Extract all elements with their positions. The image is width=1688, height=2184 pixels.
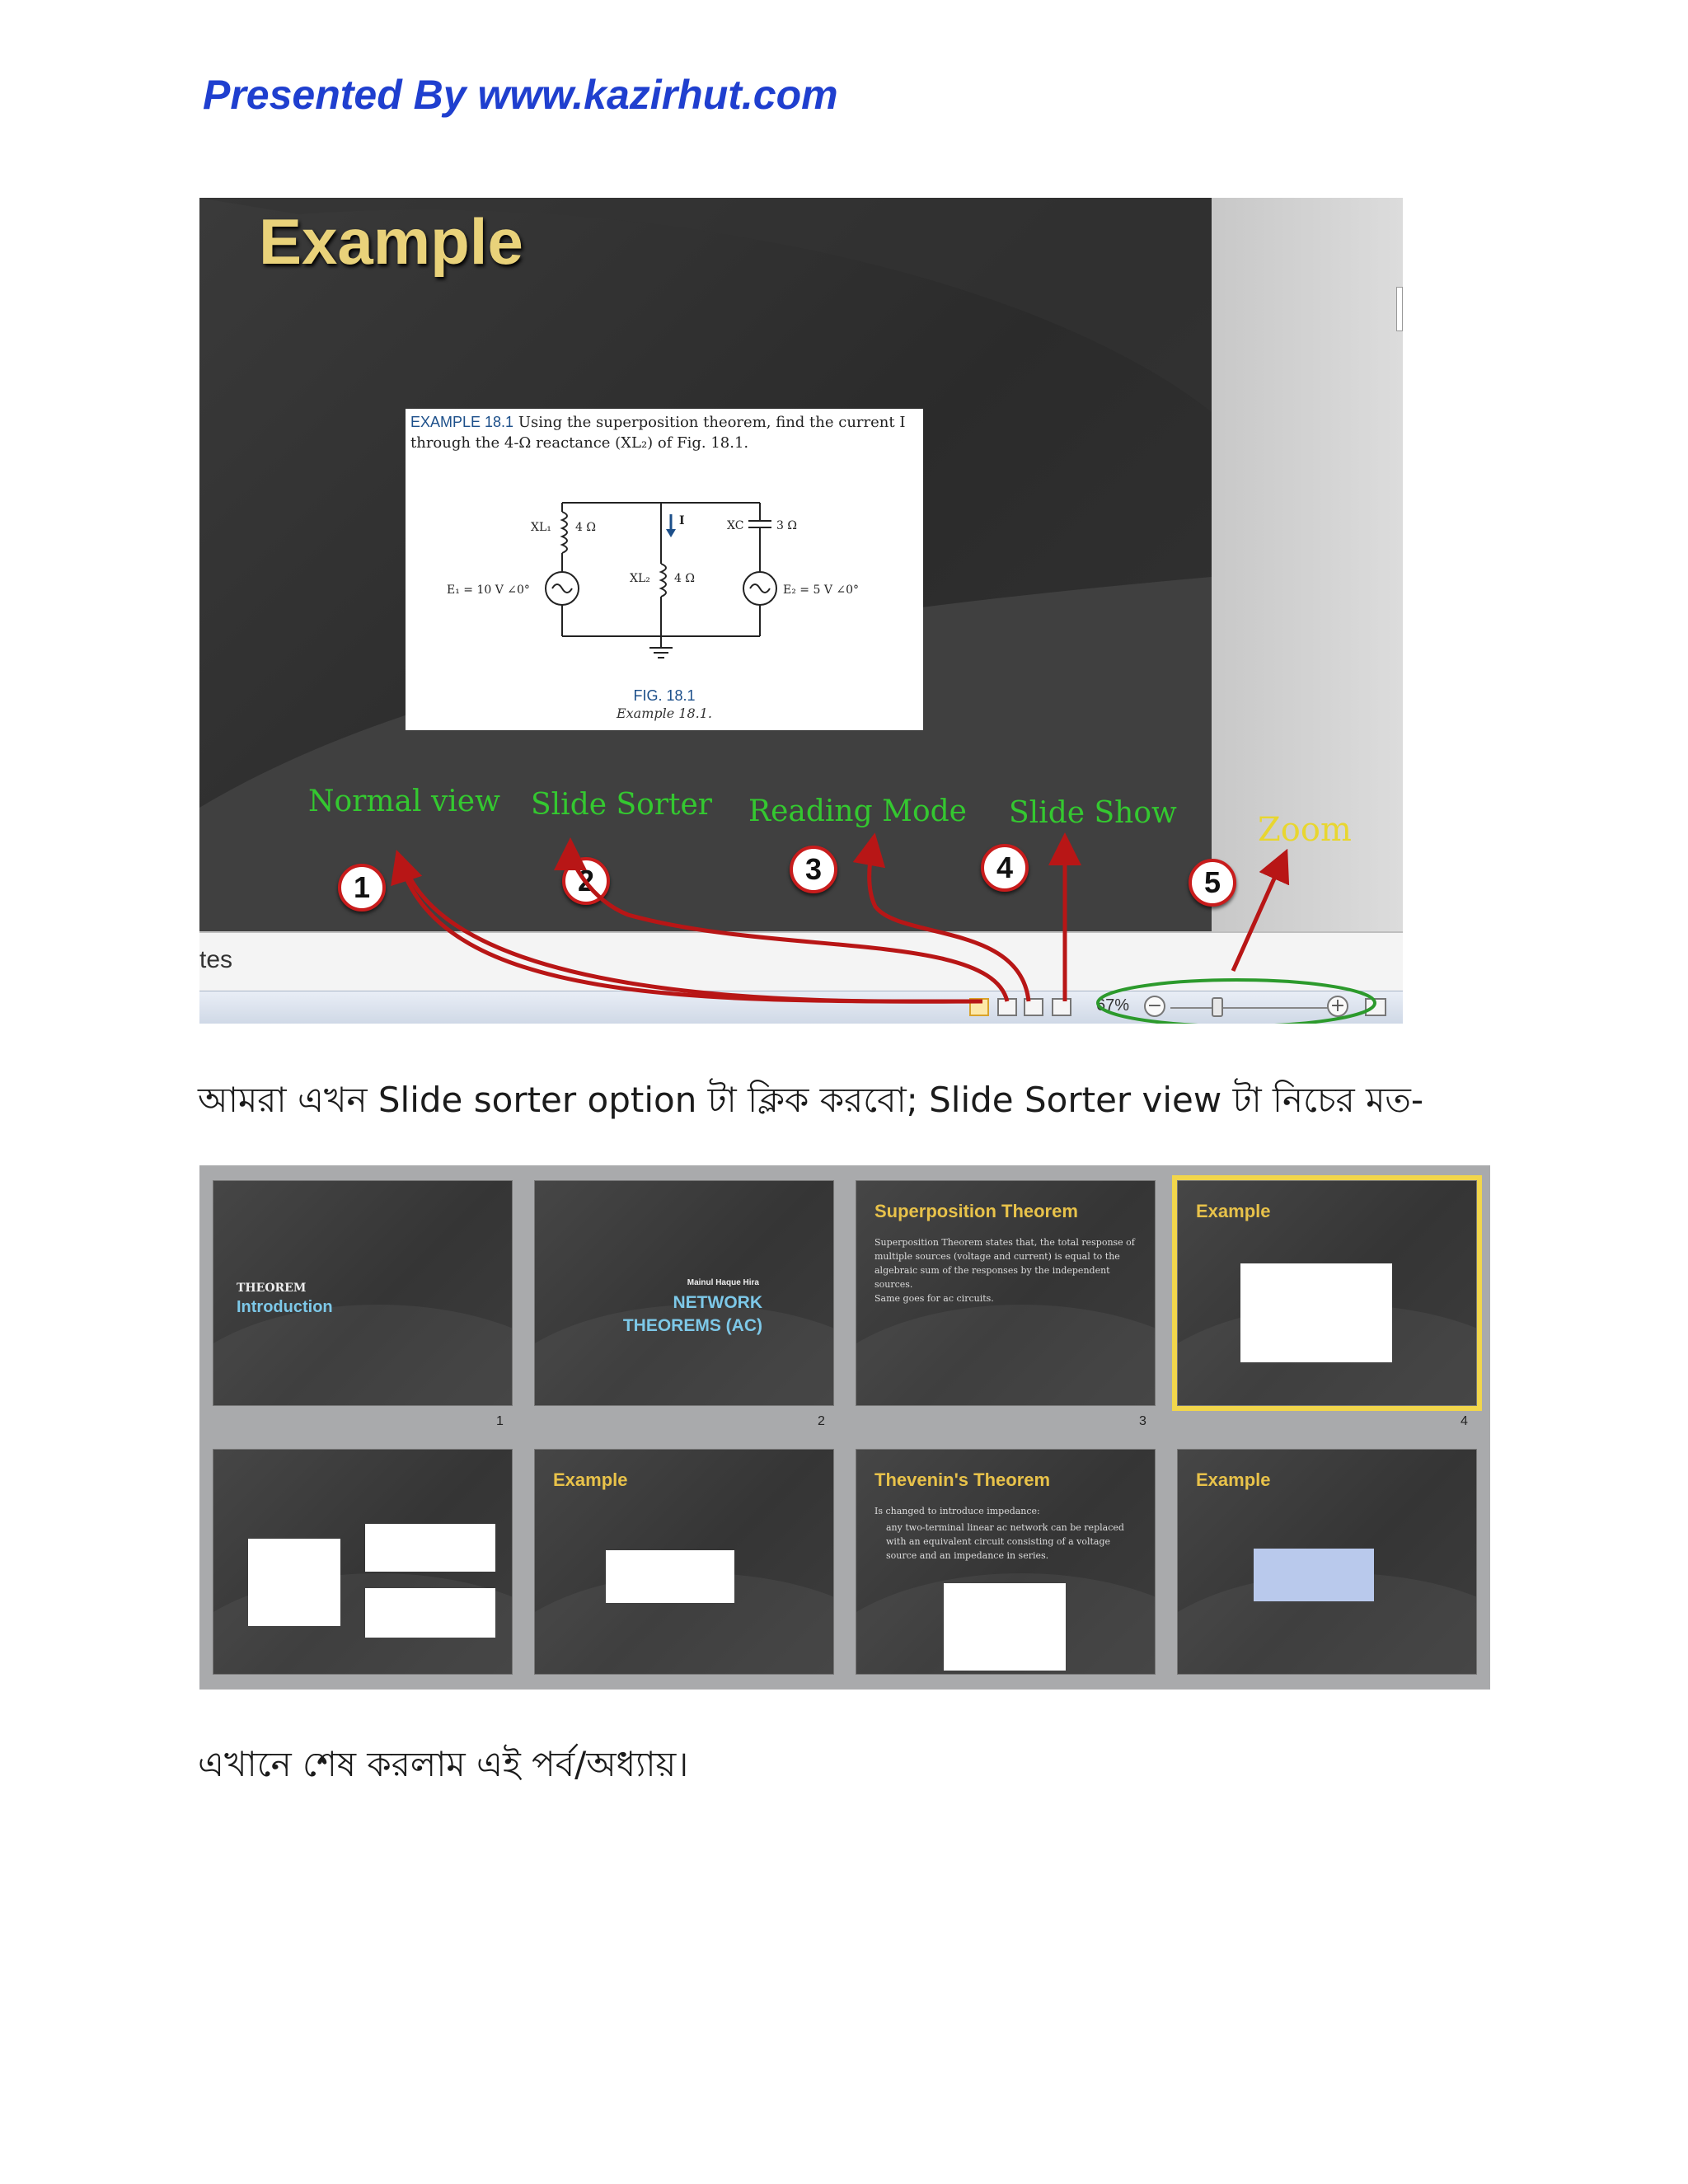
- slide-7-title: Thevenin's Theorem: [874, 1469, 1051, 1490]
- slide-8-title: Example: [1196, 1469, 1271, 1490]
- example-label: EXAMPLE 18.1: [410, 414, 514, 430]
- slide-6-title: Example: [553, 1469, 628, 1490]
- slide-7-bullet-1: Is changed to introduce impedance:: [874, 1506, 1040, 1516]
- fit-to-window-icon[interactable]: [1365, 998, 1386, 1016]
- zoom-out-button[interactable]: −: [1144, 996, 1165, 1017]
- label-current: I: [679, 514, 685, 527]
- slide-canvas: [199, 198, 1212, 931]
- example-figure: [406, 409, 923, 730]
- slide-2-line2: NETWORK: [673, 1293, 762, 1312]
- slide-8-circuit-image: [1254, 1549, 1374, 1601]
- slide-thumbnail-5[interactable]: [213, 1449, 513, 1675]
- scrollbar-thumb[interactable]: [1396, 287, 1403, 331]
- label-e1: E₁ = 10 V ∠0°: [447, 583, 530, 597]
- slide-3-bullet-2: Same goes for ac circuits.: [874, 1293, 994, 1304]
- figure-subcaption: Example 18.1.: [616, 705, 713, 721]
- callout-2: 2: [562, 857, 610, 905]
- slide-number-3: 3: [1139, 1414, 1146, 1428]
- slide-3-title: Superposition Theorem: [874, 1201, 1078, 1221]
- slide-number-1: 1: [496, 1414, 504, 1428]
- zoom-in-button[interactable]: +: [1327, 996, 1348, 1017]
- callout-4: 4: [981, 844, 1029, 892]
- callout-1: 1: [338, 864, 386, 912]
- notes-pane[interactable]: [199, 931, 1403, 992]
- annotation-slide-show: Slide Show: [1009, 796, 1177, 830]
- slide-2-line3: THEOREMS (AC): [622, 1316, 762, 1335]
- slide-number-2: 2: [818, 1414, 825, 1428]
- label-xl1-value: 4 Ω: [575, 521, 596, 534]
- slide-thumbnail-8[interactable]: [1177, 1449, 1477, 1675]
- label-xl2: XL₂: [630, 572, 650, 585]
- label-e2: E₂ = 5 V ∠0°: [783, 583, 860, 597]
- slide-5-circuit-image-3: [365, 1588, 495, 1638]
- callout-3: 3: [790, 846, 837, 893]
- normal-view-icon[interactable]: [969, 998, 989, 1016]
- slide-5-circuit-image-2: [365, 1524, 495, 1572]
- slide-thumbnail-4-selected[interactable]: [1177, 1180, 1477, 1406]
- label-xl2-value: 4 Ω: [674, 572, 695, 585]
- slide-thumbnail-7[interactable]: [856, 1449, 1156, 1675]
- zoom-slider-thumb[interactable]: [1212, 997, 1223, 1017]
- label-xc-value: 3 Ω: [776, 519, 797, 532]
- figure-caption: FIG. 18.1: [633, 687, 696, 704]
- slide-7-bullet-2: any two-terminal linear ac network can be replaced with an equivalent circuit consisting of a voltage source and an impedance in series.: [886, 1522, 1124, 1561]
- slide-4-circuit-image: [1240, 1263, 1392, 1362]
- slide-title: Example: [259, 205, 523, 278]
- example-text: Using the superposition theorem, find the current I through the 4-Ω reactance (XL₂) of Fig. 18.1.: [410, 414, 906, 452]
- slide-2-line1: Mainul Haque Hira: [687, 1278, 759, 1287]
- slide-6-circuit-image: [606, 1550, 734, 1603]
- zoom-level[interactable]: 67%: [1096, 996, 1130, 1015]
- slide-1-line1: THEOREM: [237, 1282, 307, 1295]
- label-xc: XC: [727, 519, 744, 532]
- annotation-slide-sorter: Slide Sorter: [531, 788, 713, 822]
- annotation-normal-view: Normal view: [308, 785, 500, 818]
- slide-thumbnail-2[interactable]: [534, 1180, 834, 1406]
- callout-5: 5: [1189, 859, 1236, 907]
- powerpoint-screenshot-slide-sorter: [199, 1165, 1490, 1690]
- slide-7-circuit-image: [944, 1583, 1066, 1671]
- slide-4-title: Example: [1196, 1201, 1271, 1221]
- slide-sorter-icon[interactable]: [997, 998, 1017, 1016]
- zoom-slider-track[interactable]: [1170, 1007, 1340, 1009]
- status-bar: [199, 991, 1403, 1024]
- powerpoint-screenshot-normal-view: [199, 198, 1403, 1024]
- paragraph-slide-sorter: আমরা এখন Slide sorter option টা ক্লিক করবো; Slide Sorter view টা নিচের মত-: [198, 1080, 1424, 1120]
- slide-3-bullet-1: Superposition Theorem states that, the total response of multiple sources (voltage and current) is equal to the algebraic sum of the responses by the independent sources.: [874, 1237, 1135, 1290]
- reading-view-icon[interactable]: [1024, 998, 1043, 1016]
- circuit-diagram: [406, 409, 923, 730]
- header-link[interactable]: Presented By www.kazirhut.com: [203, 72, 838, 118]
- annotation-reading-mode: Reading Mode: [748, 794, 967, 828]
- notes-text: tes: [199, 946, 233, 973]
- slide-5-circuit-image-1: [248, 1539, 340, 1626]
- slide-1-line2: Introduction: [237, 1298, 333, 1316]
- slide-thumbnail-3[interactable]: [856, 1180, 1156, 1406]
- annotation-zoom: Zoom: [1258, 811, 1352, 849]
- slide-show-icon[interactable]: [1052, 998, 1071, 1016]
- paragraph-closing: এখানে শেষ করলাম এই পর্ব/অধ্যায়।: [198, 1744, 689, 1784]
- label-xl1: XL₁: [531, 521, 551, 534]
- slide-thumbnail-1[interactable]: [213, 1180, 513, 1406]
- slide-number-4: 4: [1461, 1414, 1468, 1428]
- slide-thumbnail-6[interactable]: [534, 1449, 834, 1675]
